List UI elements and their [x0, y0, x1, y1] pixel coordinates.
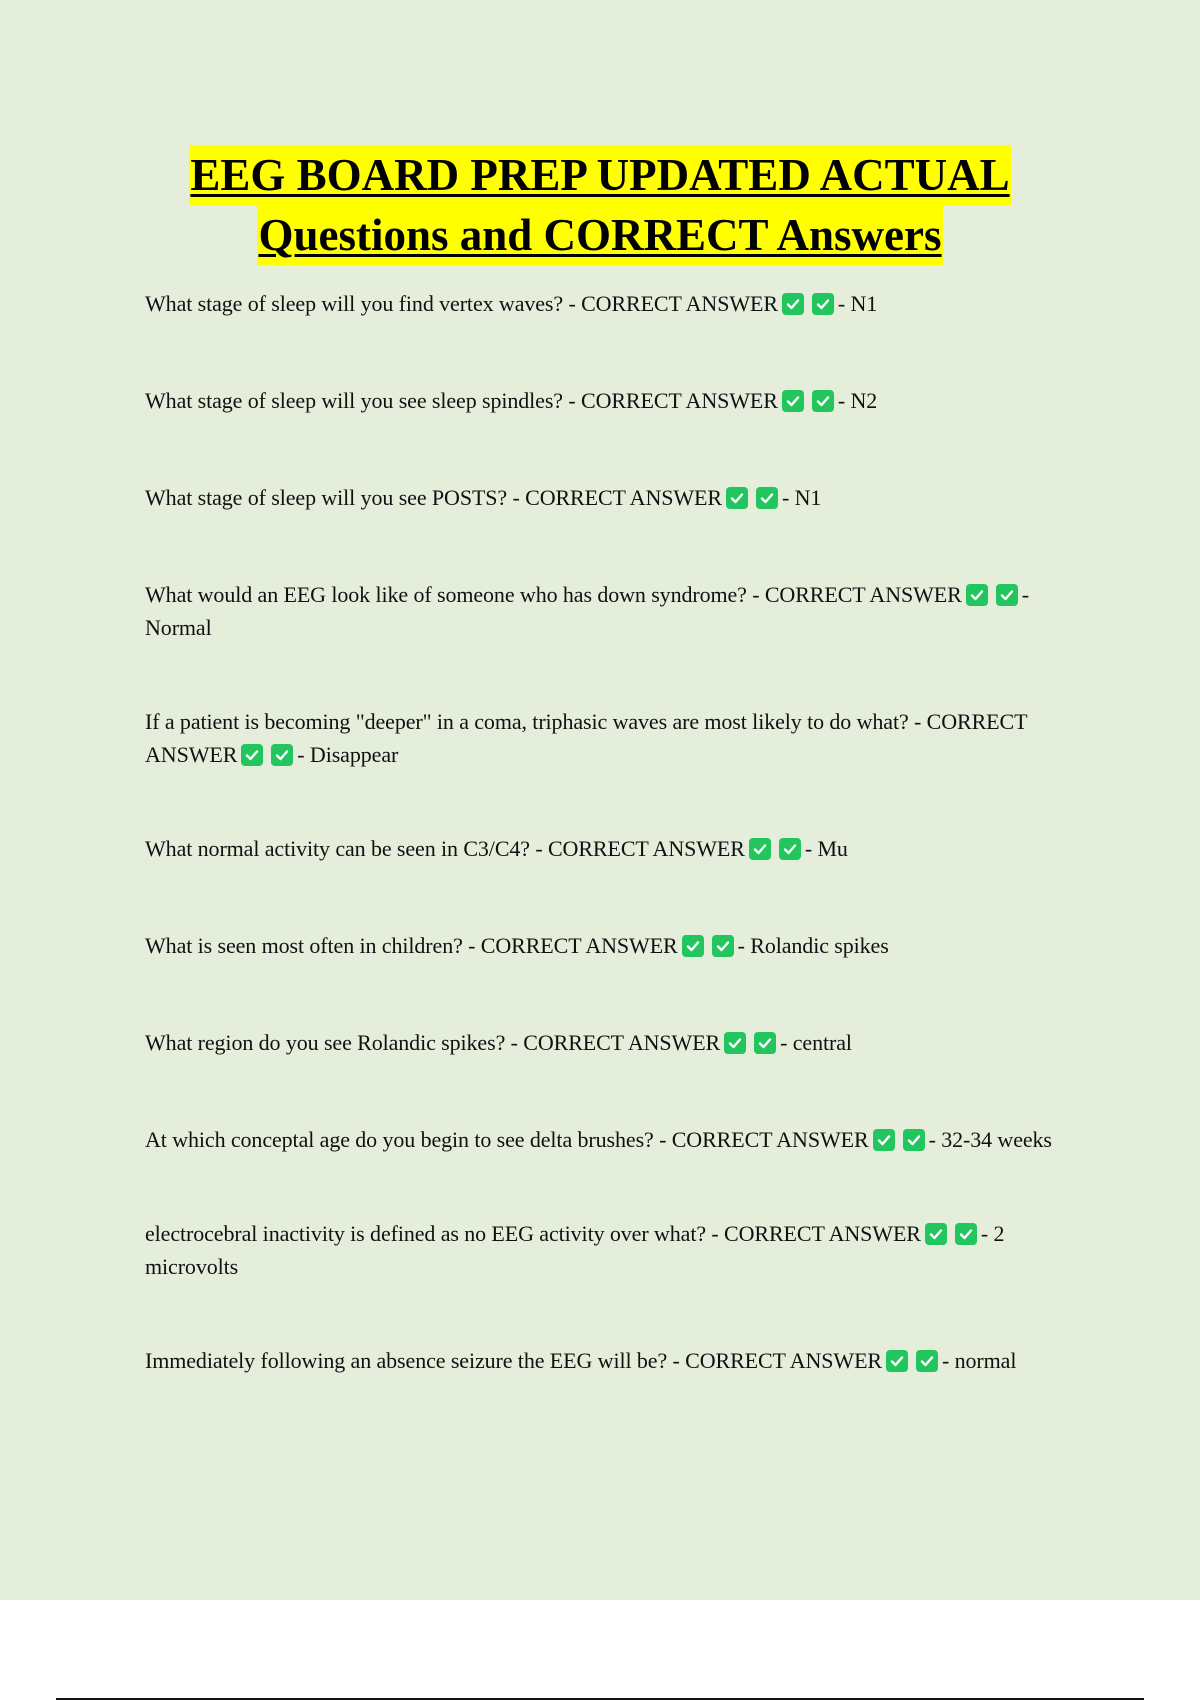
check-mark-icon: [712, 935, 734, 957]
check-mark-icon: [996, 584, 1018, 606]
check-mark-icon: [886, 1350, 908, 1372]
document-title: [0, 145, 1200, 265]
check-mark-icon: [782, 293, 804, 315]
check-mark-icon: [271, 744, 293, 766]
qa-item: [145, 384, 1095, 417]
check-mark-icon: [726, 487, 748, 509]
question-text: What stage of sleep will you see POSTS? -: [145, 485, 526, 510]
answer-text: - Rolandic spikes: [737, 933, 889, 958]
qa-item: [145, 1026, 1095, 1059]
answer-label: CORRECT ANSWER: [581, 291, 778, 316]
question-text: Immediately following an absence seizure the EEG will be? -: [145, 1348, 686, 1373]
question-text: What stage of sleep will you see sleep spindles? -: [145, 388, 581, 413]
qa-item: [145, 578, 1095, 644]
qa-item: [145, 705, 1095, 771]
answer-text: - Mu: [804, 836, 848, 861]
question-text: What stage of sleep will you find vertex waves? -: [145, 291, 582, 316]
answer-label: CORRECT ANSWER: [685, 1348, 882, 1373]
qa-item: [145, 1217, 1095, 1283]
check-mark-icon: [749, 838, 771, 860]
qa-item: [145, 1344, 1095, 1377]
answer-text: - N1: [837, 291, 878, 316]
question-text: electrocebral inactivity is defined as no EEG activity over what? -: [145, 1221, 725, 1246]
check-mark-icon: [754, 1032, 776, 1054]
answer-text: - N1: [781, 485, 822, 510]
question-text: What would an EEG look like of someone who has down syndrome? -: [145, 582, 765, 607]
answer-label: CORRECT ANSWER: [547, 836, 745, 861]
check-mark-icon: [812, 293, 834, 315]
question-text: What region do you see Rolandic spikes? -: [145, 1030, 524, 1055]
check-mark-icon: [925, 1223, 947, 1245]
answer-text: - 2 microvolts: [145, 1221, 1005, 1279]
answer-text: - normal: [941, 1348, 1017, 1373]
title-line-2: Questions and CORRECT Answers: [257, 205, 942, 265]
question-text: What is seen most often in children? -: [145, 933, 481, 958]
check-mark-icon: [966, 584, 988, 606]
answer-text: - 32-34 weeks: [928, 1127, 1052, 1152]
answer-label: CORRECT ANSWER: [671, 1127, 869, 1152]
answer-label: CORRECT ANSWER: [724, 1221, 921, 1246]
answer-label: CORRECT ANSWER: [480, 933, 678, 958]
check-mark-icon: [779, 838, 801, 860]
check-mark-icon: [916, 1350, 938, 1372]
question-text: What normal activity can be seen in C3/C4? -: [145, 836, 548, 861]
check-mark-icon: [782, 390, 804, 412]
check-mark-icon: [756, 487, 778, 509]
title-line-1: EEG BOARD PREP UPDATED ACTUAL: [189, 145, 1010, 205]
check-mark-icon: [955, 1223, 977, 1245]
check-mark-icon: [724, 1032, 746, 1054]
check-mark-icon: [873, 1129, 895, 1151]
answer-label: CORRECT ANSWER: [581, 388, 778, 413]
qa-item: [145, 929, 1095, 962]
answer-text: - N2: [837, 388, 878, 413]
check-mark-icon: [903, 1129, 925, 1151]
check-mark-icon: [812, 390, 834, 412]
answer-label: CORRECT ANSWER: [525, 485, 722, 510]
question-text: If a patient is becoming "deeper" in a coma, triphasic waves are most likely to do what? -: [145, 709, 927, 734]
question-text: At which conceptal age do you begin to see delta brushes? -: [145, 1127, 672, 1152]
answer-label: CORRECT ANSWER: [145, 709, 1028, 767]
qa-list: [145, 287, 1095, 1438]
answer-text: - central: [780, 1030, 852, 1055]
check-mark-icon: [682, 935, 704, 957]
qa-item: [145, 287, 1095, 320]
qa-item: [145, 1123, 1095, 1156]
answer-label: CORRECT ANSWER: [764, 582, 962, 607]
qa-item: [145, 481, 1095, 514]
qa-item: [145, 832, 1095, 865]
answer-text: - Normal: [145, 582, 1029, 640]
check-mark-icon: [241, 744, 263, 766]
answer-label: CORRECT ANSWER: [523, 1030, 721, 1055]
answer-text: - Disappear: [297, 742, 399, 767]
